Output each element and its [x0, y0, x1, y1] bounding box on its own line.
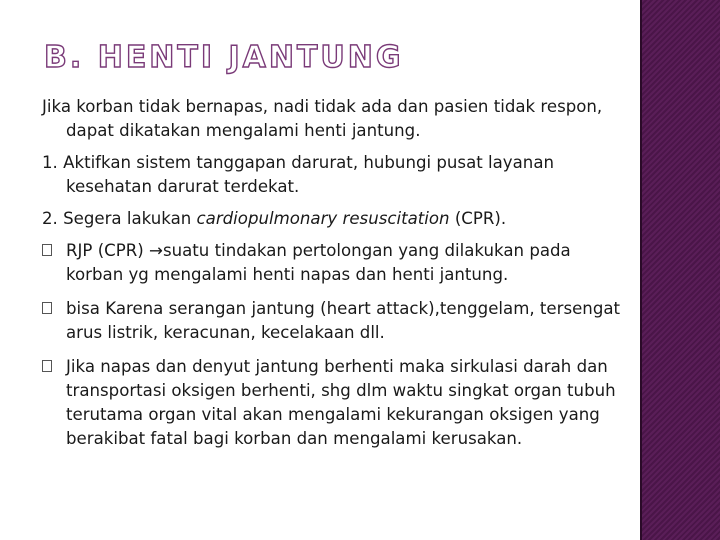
intro-paragraph: Jika korban tidak bernapas, nadi tidak ada dan pasien tidak respon, dapat dikatakan mengalami henti jantung. — [42, 97, 603, 140]
bullet-item-1 — [42, 239, 632, 287]
decorative-sidebar — [642, 0, 720, 540]
bullet-text: Jika napas dan denyut jantung berhenti maka sirkulasi darah dan transportasi oksigen berhenti, shg dlm waktu singkat organ tubuh terutama organ vital akan mengalami kekurangan oksigen yang berakibat fatal bagi korban dan mengalami kerusakan. — [66, 357, 616, 448]
numbered-item-2 — [42, 207, 632, 231]
item2-prefix: 2. Segera lakukan — [42, 209, 197, 228]
slide-title: B. HENTI JANTUNG — [44, 40, 404, 75]
item2-italic: cardiopulmonary resuscitation — [196, 209, 450, 228]
bullet-text: RJP (CPR) →suatu tindakan pertolongan yang dilakukan pada korban yg mengalami henti napas dan henti jantung. — [66, 241, 571, 284]
slide-body — [42, 95, 632, 461]
item2-suffix: (CPR). — [449, 209, 507, 228]
bullet-text: bisa Karena serangan jantung (heart attack),tenggelam, tersengat arus listrik, keracunan, kecelakaan dll. — [66, 299, 621, 342]
bullet-item-3 — [42, 355, 632, 451]
numbered-item-1: 1. Aktifkan sistem tanggapan darurat, hubungi pusat layanan kesehatan darurat terdekat. — [42, 153, 554, 196]
bullet-box-icon — [42, 302, 52, 314]
bullet-box-icon — [42, 360, 52, 372]
bullet-box-icon — [42, 244, 52, 256]
bullet-item-2 — [42, 297, 632, 345]
